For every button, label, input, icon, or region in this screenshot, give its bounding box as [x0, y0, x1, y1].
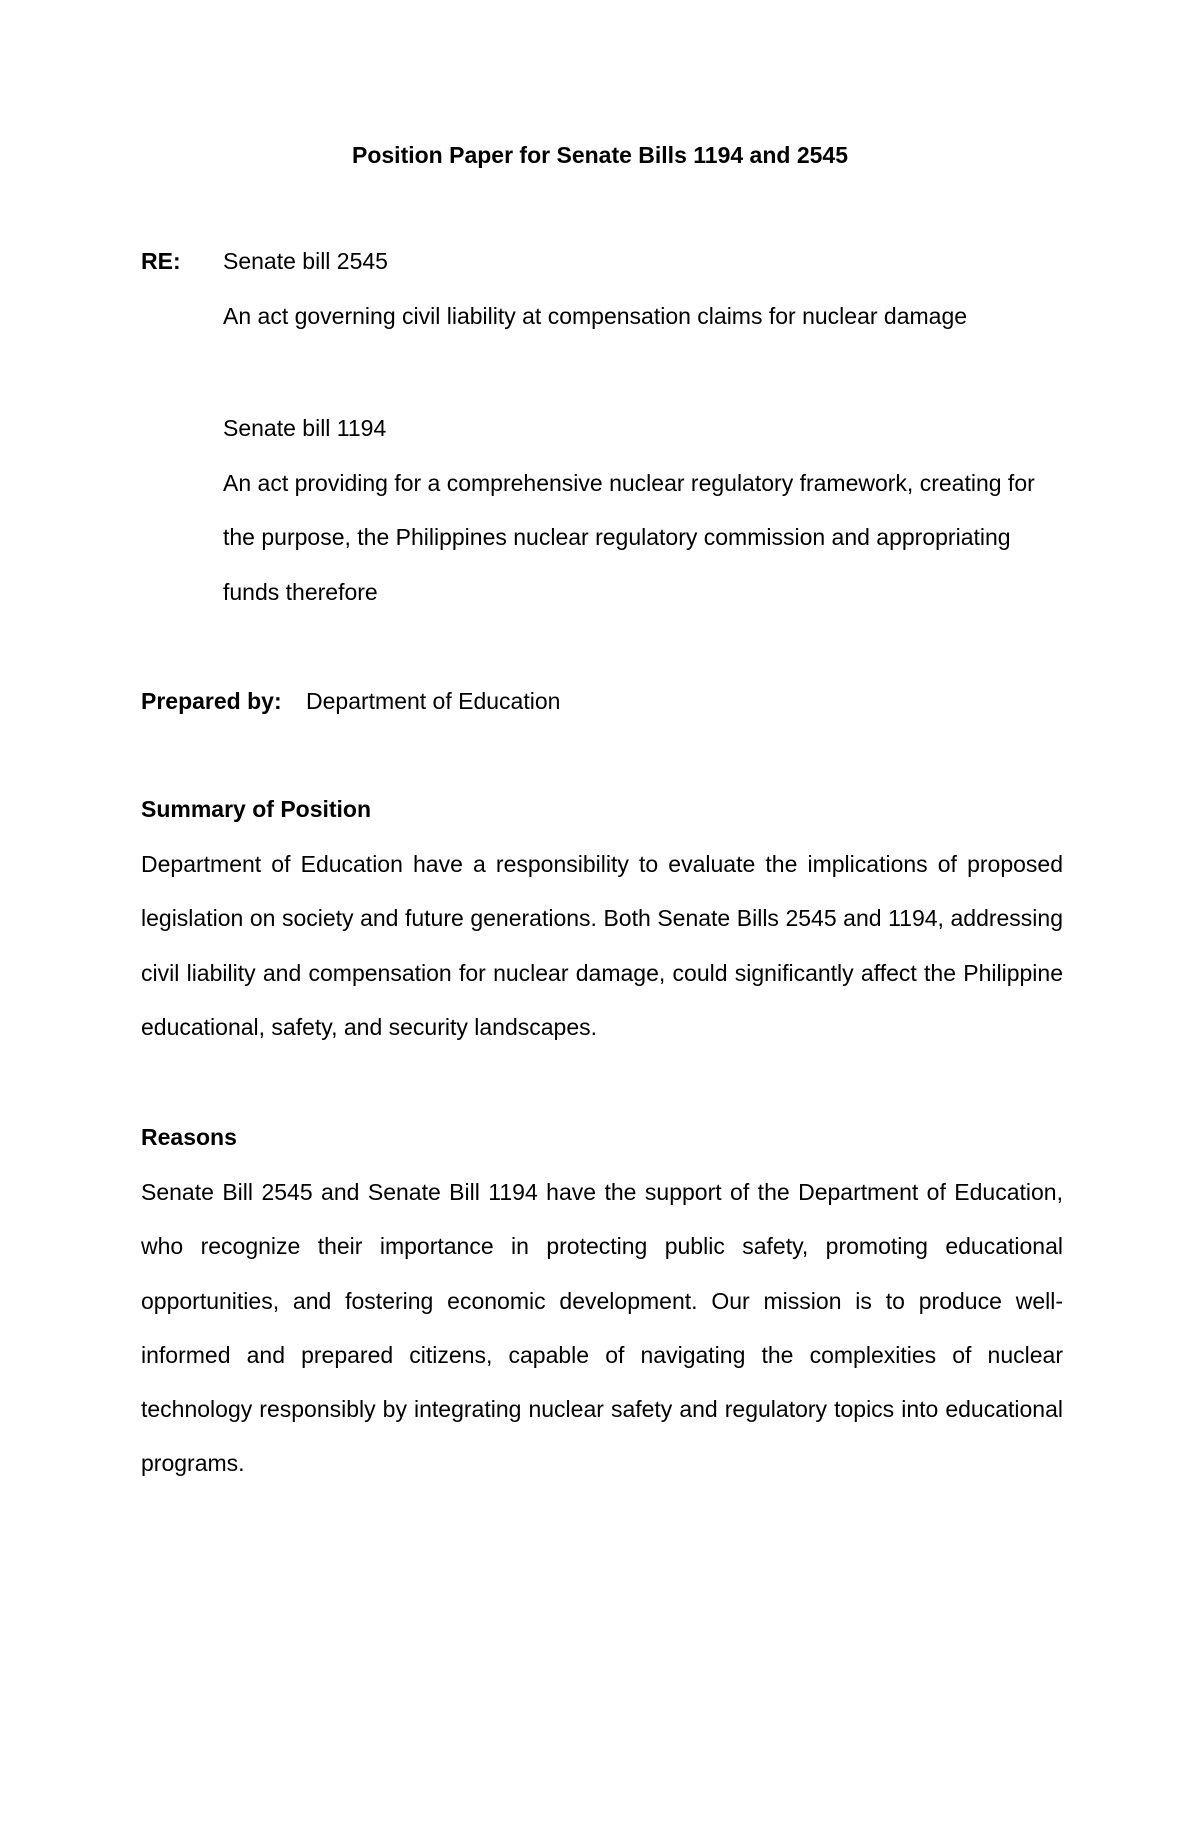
summary-heading: Summary of Position	[141, 796, 372, 822]
prepared-by-label: Prepared by:	[141, 688, 282, 714]
bill-2545-name: Senate bill 2545	[223, 248, 388, 274]
bill-1194-name: Senate bill 1194	[223, 415, 387, 441]
prepared-by-row	[141, 688, 560, 715]
bill-1194-description-line: An act providing for a comprehensive nuclear regulatory framework, creating for	[223, 469, 1035, 496]
reasons-heading: Reasons	[141, 1124, 237, 1150]
page-title: Position Paper for Senate Bills 1194 and 2545	[352, 142, 848, 168]
bill-1194-description-line: the purpose, the Philippines nuclear regulatory commission and appropriating	[223, 524, 1011, 550]
re-label: RE:	[141, 248, 181, 274]
prepared-by-value: Department of Education	[306, 688, 561, 714]
bill-1194-description-line: funds therefore	[223, 578, 378, 605]
re-bills-block	[223, 248, 1063, 633]
summary-paragraph: Department of Education have a responsibility to evaluate the implications of proposed legislation on society and future generations. Both Senate Bills 2545 and 1194, addressing civil liability and compensation for nuclear damage, could significantly affect the Philippine educational, safety, and security landscapes.	[141, 851, 1063, 1040]
spacer	[223, 357, 1063, 415]
reasons-paragraph: Senate Bill 2545 and Senate Bill 1194 have the support of the Department of Education, who recognize their importance in protecting public safety, promoting educational opportunities, and fostering economic development. Our mission is to produce well-informed and prepared citizens, capable of navigating the complexities of nuclear technology responsibly by integrating nuclear safety and regulatory topics into educational programs.	[141, 1179, 1063, 1477]
bill-2545-description: An act governing civil liability at compensation claims for nuclear damage	[223, 302, 968, 329]
